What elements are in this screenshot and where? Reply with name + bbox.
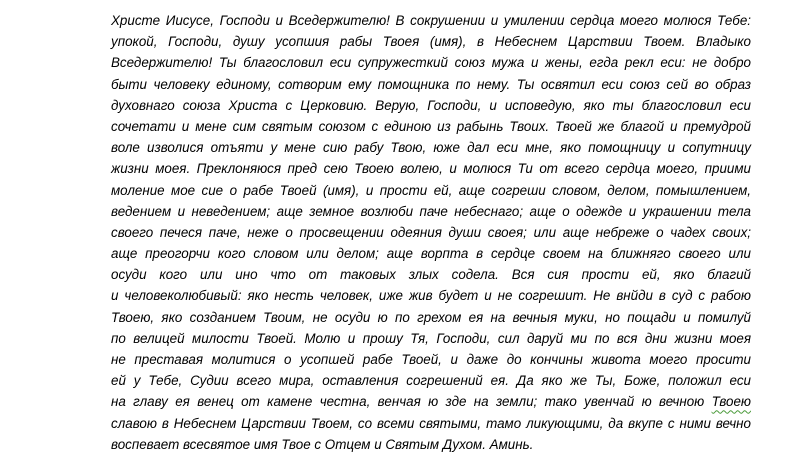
spellcheck-flagged-word[interactable]: Твоею — [711, 394, 751, 410]
text-line-9: моление мое сие о рабе Твоей (имя), и прости ей, аще согреши словом, делом, помышлением, — [111, 182, 751, 198]
text-line-7: воле изволися отъяти у мене сию рабу Твою, юже дал еси мне, яко помощницу и сопутницу — [111, 140, 751, 156]
text-line-10: ведением и неведением; аще земное возлюби паче небеснаго; аще о одежде и украшении тела — [111, 203, 751, 219]
text-line-8: жизни моея. Преклоняюся пред сею Твоею волею, и молюся Ти от всего сердца моего, приими — [111, 161, 751, 177]
text-line-17: не преставая молитися о усопшей рабе Твоей, и даже до кончины живота моего просити — [111, 352, 751, 367]
text-line-2: упокой, Господи, душу усопшия рабы Твоея (имя), в Небеснем Царствии Твоем. Владыко — [111, 34, 751, 50]
text-line-18: ей у Тебе, Судии всего мира, оставления согрешений ея. Да яко же Ты, Боже, положил еси — [111, 373, 751, 389]
text-line-6: сочетати и мене сим святым союзом с единою из рабынь Твоих. Твоей же благой и премудрой — [111, 118, 751, 134]
text-line-15: Твоею, яко созданием Твоим, не осуди ю по грехом ея на вечныя муки, но пощади и помилуй — [111, 309, 751, 325]
text-line-1: Христе Иисусе, Господи и Вседержителю! В сокрушении и умилении сердца моего молюся Тебе: — [111, 13, 751, 28]
text-line-19 — [111, 391, 751, 412]
text-line-19-main: на главу ея венец от камене честна, венчая ю зде на земли; тако увенчай ю вечною — [111, 394, 705, 410]
text-line-3: Вседержителю! Ты благословил еси супружесткий союз мужа и жены, егда рекл еси: не добро — [111, 55, 751, 71]
text-line-14: и человеколюбивый: яко несть человек, иже жив будет и не согрешит. Не внйди в суд с рабою — [111, 288, 751, 304]
text-line-5: духовнаго союза Христа с Церковию. Верую, Господи, и исповедую, яко ты благословил еси — [111, 97, 751, 113]
text-line-16: по велицей милости Твоей. Молю и прошу Тя, Господи, сил даруй ми по вся дни жизни моея — [111, 330, 751, 346]
prayer-text-block — [111, 10, 751, 455]
text-line-12: аще преогорчи кого словом или делом; аще ворпта в сердце своем на ближняго своего или — [111, 246, 751, 262]
text-line-20: славою в Небеснем Царствии Твоем, со всеми святыми, тамо ликующими, да вкупе с ними вечно — [111, 415, 751, 431]
text-line-11: своего печеся паче, неже о просвещении одеяния души своея; или аще небреже о чадех своих; — [111, 224, 751, 240]
text-line-4: быти человеку единому, сотворим ему помощника по нему. Ты освятил еси союз сей во образ — [111, 76, 751, 92]
text-line-21: воспевает всесвятое имя Твое с Отцем и Святым Духом. Аминь. — [111, 436, 534, 452]
text-line-13: осуди кого или ино что от таковых злых содела. Вся сия прости ей, яко благий — [111, 267, 751, 283]
